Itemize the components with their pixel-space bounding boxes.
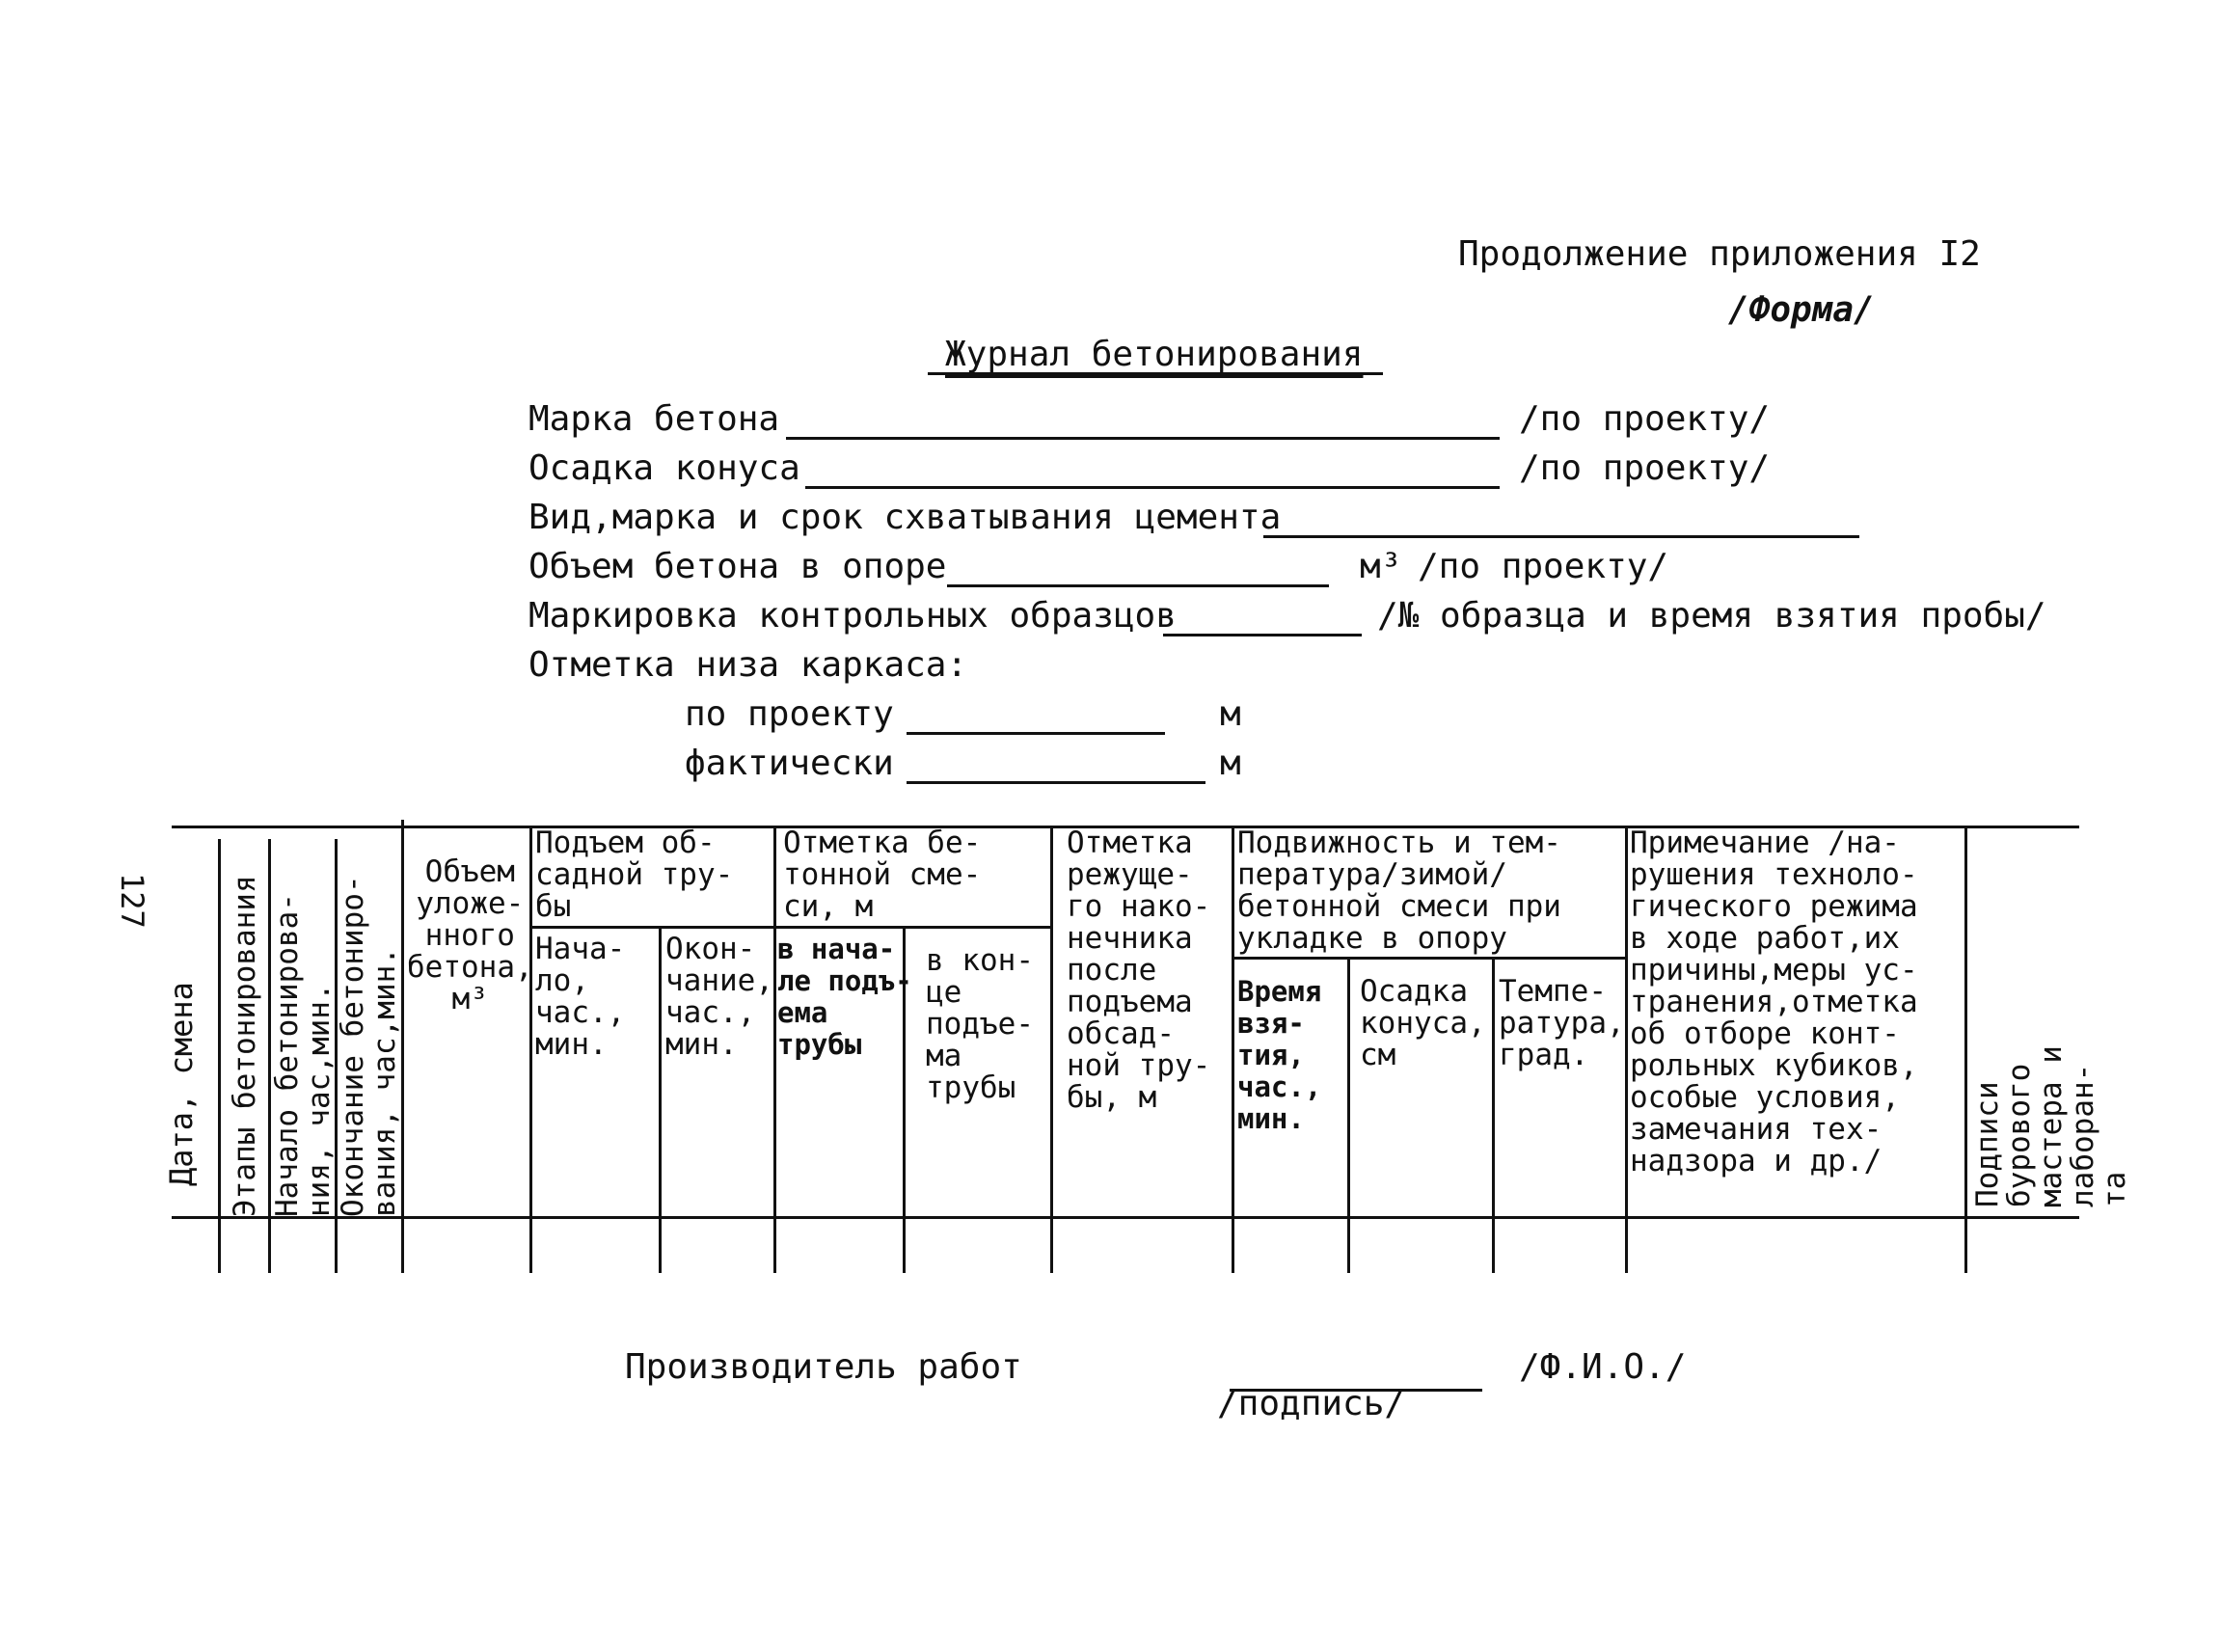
col-border-10 — [1232, 826, 1234, 1273]
design-field[interactable] — [907, 732, 1165, 735]
col-border-14 — [1964, 826, 1967, 1273]
col-signatures: Подписи бурового мастера и лаборан- та — [1970, 1045, 2132, 1207]
actual-label: фактически — [685, 744, 894, 783]
col-border-7 — [773, 826, 776, 1273]
cone-slump-note: /по проекту/ — [1519, 448, 1771, 488]
mobility-sub-divider — [1232, 957, 1625, 960]
grp-mobility: Подвижность и тем- пература/зимой/ бетонной смеси при укладке в опору — [1237, 826, 1561, 956]
col-border-13 — [1625, 826, 1628, 1273]
continuation-label: Продолжение приложения I2 — [1458, 234, 1981, 274]
col-start: Начало бетонирова- ния, час,мин. — [270, 893, 337, 1217]
sub-casing-start: Нача- ло, час., мин. — [535, 932, 626, 1062]
concrete-volume-field[interactable] — [947, 584, 1329, 587]
samples-label: Маркировка контрольных образцов — [528, 596, 1177, 636]
col-border-11 — [1347, 957, 1350, 1273]
concrete-grade-field[interactable] — [786, 437, 1500, 440]
actual-unit: м — [1220, 744, 1241, 783]
col-end: Окончание бетониро- вания, час,мин. — [336, 875, 402, 1217]
design-label: по проекту — [685, 694, 894, 734]
producer-label: Производитель работ — [625, 1347, 1022, 1387]
col-cutting-tip: Отметка режуще- го нако- нечника после подъема обсад- ной тру- бы, м — [1067, 826, 1211, 1115]
concrete-volume-label: Объем бетона в опоре — [528, 547, 947, 586]
sub-slump: Осадка конуса, см — [1360, 974, 1486, 1072]
col-volume: Объем уложе- нного бетона, м³ — [407, 854, 533, 1016]
concrete-grade-note: /по проекту/ — [1519, 399, 1771, 439]
col-border-12 — [1492, 957, 1495, 1273]
samples-field[interactable] — [1163, 634, 1362, 636]
journal-title: Журнал бетонирования — [945, 335, 1364, 374]
col-border-6 — [659, 926, 662, 1273]
cone-slump-label: Осадка конуса — [528, 448, 800, 488]
grp-mix-level: Отметка бе- тонной смe- си, м — [783, 826, 982, 924]
col-date: Дата, смена — [163, 982, 200, 1186]
sub-time: Время взя- тия, час., мин. — [1237, 975, 1322, 1135]
sub-casing-end: Окон- чание, час., мин. — [665, 932, 773, 1062]
signature-label: /подпись/ — [1217, 1384, 1406, 1423]
table-header-bottom — [172, 1216, 2079, 1219]
casing-sub-divider — [529, 926, 1050, 929]
col-stages: Этапы бетонирования — [228, 875, 262, 1217]
cement-label: Вид,марка и срок схватывания цемента — [528, 498, 1282, 537]
samples-note: /№ образца и время взятия пробы/ — [1377, 596, 2046, 636]
frame-bottom-label: Отметка низа каркаса: — [528, 645, 968, 685]
cone-slump-field[interactable] — [805, 486, 1500, 489]
sub-mix-start: в нача- ле подъ- ема трубы — [777, 933, 912, 1061]
cement-field[interactable] — [1263, 535, 1859, 538]
col-border-9 — [1050, 826, 1053, 1273]
fio-label: /Ф.И.О./ — [1519, 1347, 1687, 1387]
form-label: /Форма/ — [1728, 290, 1875, 330]
concrete-volume-note: /по проекту/ — [1418, 547, 1669, 586]
concrete-volume-unit: м³ — [1360, 547, 1402, 586]
page-number: 127 — [114, 873, 150, 929]
design-unit: м — [1220, 694, 1241, 734]
grp-casing: Подъем об- садной тру- бы — [535, 826, 734, 924]
actual-field[interactable] — [907, 781, 1205, 784]
title-underline — [928, 372, 1383, 375]
col-notes: Примечание /на- рушения техноло- гического режима в ходе работ,их причины,меры ус- транения,отметка об отборе конт- рольных кубиков, особые условия, замечания тех- надзора и др./ — [1630, 826, 1918, 1178]
concrete-grade-label: Марка бетона — [528, 399, 780, 439]
col-border-1 — [218, 839, 221, 1273]
sub-temp: Темпе- ратура, град. — [1499, 974, 1625, 1072]
sub-mix-end: в кон- це подъе- ма трубы — [926, 943, 1034, 1105]
